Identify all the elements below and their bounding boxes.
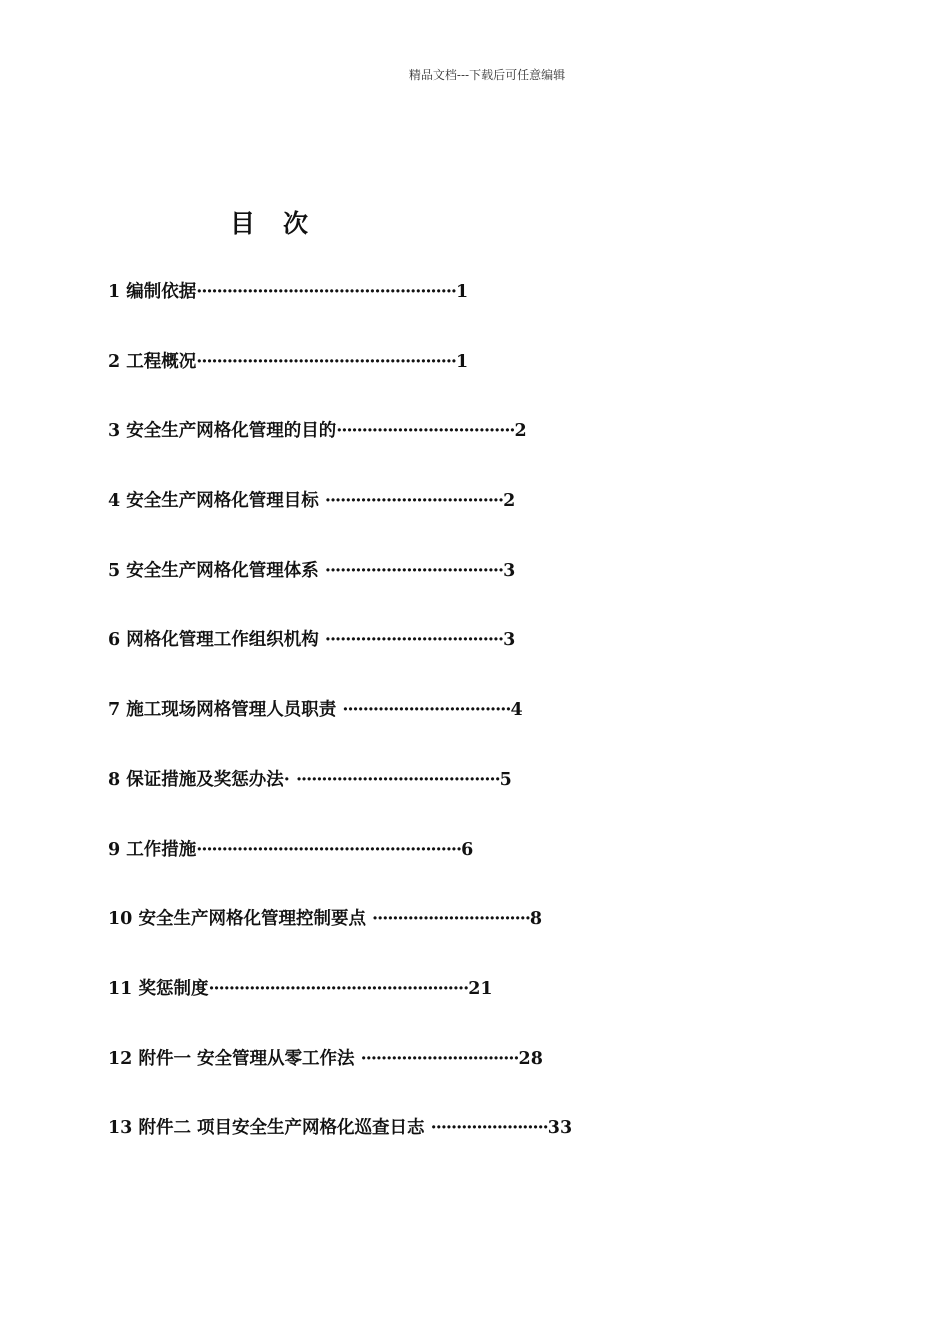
toc-entry[interactable] <box>108 698 572 722</box>
toc-entry-label: 保证措施及奖惩办法· <box>126 769 296 790</box>
toc-entry[interactable] <box>108 489 572 513</box>
toc-entry-number: 13 <box>108 1118 133 1139</box>
toc-entry-page: 1 <box>456 351 469 372</box>
toc-entry-number: 11 <box>108 978 133 999</box>
toc-title-char-2: 次 <box>283 209 309 238</box>
toc-entry-number: 6 <box>108 630 121 651</box>
page-header-note <box>0 66 950 83</box>
toc-entry-page: 21 <box>468 978 493 999</box>
header-note-text: 精品文档---下载后可任意编辑 <box>408 68 566 82</box>
toc-entry[interactable] <box>108 280 572 304</box>
toc-entry-label: 安全生产网格化管理的目的 <box>126 421 337 442</box>
toc-entry-leader: ········································ <box>295 769 500 790</box>
toc-entry[interactable] <box>108 350 572 374</box>
toc-entry-number: 1 <box>108 282 121 302</box>
toc-entry[interactable] <box>108 628 572 652</box>
toc-entry-number: 3 <box>108 421 121 442</box>
toc-list <box>108 280 572 1186</box>
toc-entry-label: 网格化管理工作组织机构 <box>126 630 325 651</box>
toc-entry-page: 4 <box>510 700 523 721</box>
toc-title <box>230 204 308 240</box>
toc-entry-number: 7 <box>108 700 121 721</box>
toc-entry-label: 奖惩制度 <box>138 978 209 999</box>
toc-entry[interactable] <box>108 419 572 443</box>
toc-entry-page: 6 <box>461 839 474 860</box>
toc-entry-leader: ······················· <box>430 1118 548 1139</box>
toc-entry-leader: ······························· <box>372 909 530 930</box>
toc-entry-page: 8 <box>529 909 543 930</box>
toc-entry-label: 编制依据 <box>126 282 197 302</box>
toc-entry-number: 9 <box>108 839 121 860</box>
toc-entry-leader: ··································· <box>336 421 515 442</box>
toc-entry-label: 施工现场网格管理人员职责 <box>126 700 343 721</box>
toc-entry-number: 10 <box>108 909 133 930</box>
toc-entry-leader: ··································· <box>324 491 504 512</box>
toc-entry-page: 3 <box>503 560 516 581</box>
toc-entry-label: 工作措施 <box>126 839 197 860</box>
toc-entry-number: 12 <box>108 1048 133 1069</box>
toc-entry[interactable] <box>108 1116 572 1140</box>
toc-entry-page: 28 <box>518 1048 543 1069</box>
toc-entry-page: 2 <box>503 491 516 512</box>
toc-entry-page: 3 <box>503 630 516 651</box>
toc-entry-number: 2 <box>108 351 121 372</box>
toc-entry-label: 安全生产网格化管理控制要点 <box>138 909 373 930</box>
toc-entry[interactable] <box>108 838 572 862</box>
toc-entry-number: 5 <box>108 560 121 581</box>
toc-entry-leader: ··································· <box>324 630 504 651</box>
toc-entry[interactable] <box>108 1047 572 1071</box>
toc-title-char-1: 目 <box>230 209 256 238</box>
toc-entry-label: 附件一 安全管理从零工作法 <box>138 1048 361 1069</box>
toc-entry-page: 2 <box>514 421 527 442</box>
toc-entry-label: 附件二 项目安全生产网格化巡查日志 <box>138 1118 431 1139</box>
toc-entry-number: 8 <box>108 769 121 790</box>
toc-entry-page: 1 <box>456 282 469 302</box>
toc-entry-label: 工程概况 <box>126 351 197 372</box>
toc-entry-leader: ··································· <box>324 560 504 581</box>
toc-entry-leader: ··················································· <box>208 978 469 999</box>
toc-entry-leader: ··················································· <box>196 351 457 372</box>
toc-entry-page: 5 <box>499 769 512 790</box>
toc-entry-label: 安全生产网格化管理目标 <box>126 491 325 512</box>
toc-entry-leader: ······························· <box>360 1048 519 1069</box>
toc-entry[interactable] <box>108 559 572 583</box>
toc-entry[interactable] <box>108 907 572 931</box>
toc-entry-page: 33 <box>547 1118 573 1139</box>
toc-entry-leader: ································· <box>342 700 511 721</box>
toc-entry-label: 安全生产网格化管理体系 <box>126 560 325 581</box>
toc-entry[interactable] <box>108 768 572 792</box>
toc-entry-number: 4 <box>108 491 121 512</box>
toc-entry[interactable] <box>108 977 572 1001</box>
toc-entry-leader: ···················································· <box>196 839 462 860</box>
toc-entry-leader: ··················································· <box>196 282 457 302</box>
